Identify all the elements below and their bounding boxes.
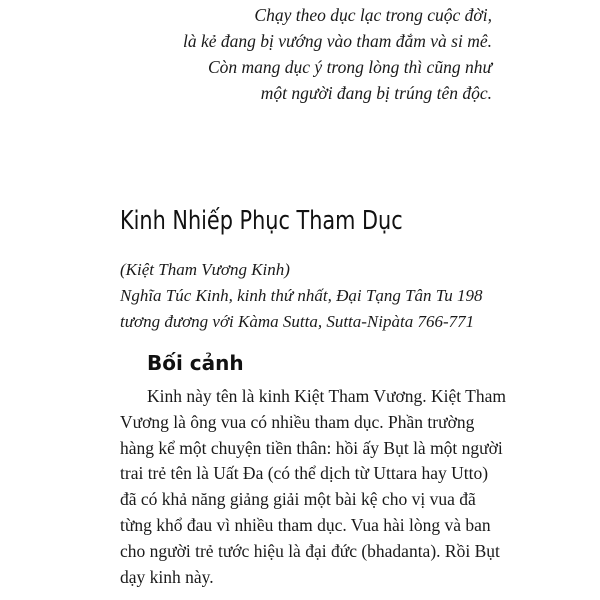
paragraph-line: trai trẻ tên là Uất Đa (có thể dịch từ Uttara hay Utto) [120, 463, 489, 484]
section-paragraph [120, 384, 520, 590]
section-heading: Bối cảnh [147, 351, 244, 375]
paragraph-line: cho người trẻ tước hiệu là đại đức (bhadanta). Rồi Bụt [120, 540, 500, 561]
verse-line: Còn mang dục ý trong lòng thì cũng như [207, 57, 492, 77]
subtitle-line: Nghĩa Túc Kinh, kinh thứ nhất, Đại Tạng Tân Tu 198 [120, 286, 483, 305]
paragraph-line: Kinh này tên là kinh Kiệt Tham Vương. Kiệt Tham [147, 386, 506, 406]
paragraph-line: Vương là ông vua có nhiều tham dục. Phần trường [120, 411, 475, 432]
verse-line: Chạy theo dục lạc trong cuộc đời, [254, 5, 492, 25]
paragraph-line: từng khổ đau vì nhiều tham dục. Vua hài lòng và ban [120, 514, 491, 535]
verse-line: một người đang bị trúng tên độc. [260, 83, 492, 103]
verse-line: là kẻ đang bị vướng vào tham đắm và si mê. [182, 31, 492, 51]
epigraph-verse [92, 2, 492, 106]
paragraph-line: đã có khả năng giảng giải một bài kệ cho vị vua đã [120, 489, 476, 510]
chapter-subtitle [120, 257, 483, 335]
chapter-title: Kinh Nhiếp Phục Tham Dục [120, 206, 403, 236]
paragraph-line: dạy kinh này. [120, 566, 214, 587]
subtitle-line: tương đương với Kàma Sutta, Sutta-Nipàta 766-771 [120, 312, 475, 331]
paragraph-line: hàng kể một chuyện tiền thân: hồi ấy Bụt là một người [120, 437, 503, 458]
subtitle-line: (Kiệt Tham Vương Kinh) [120, 260, 290, 279]
